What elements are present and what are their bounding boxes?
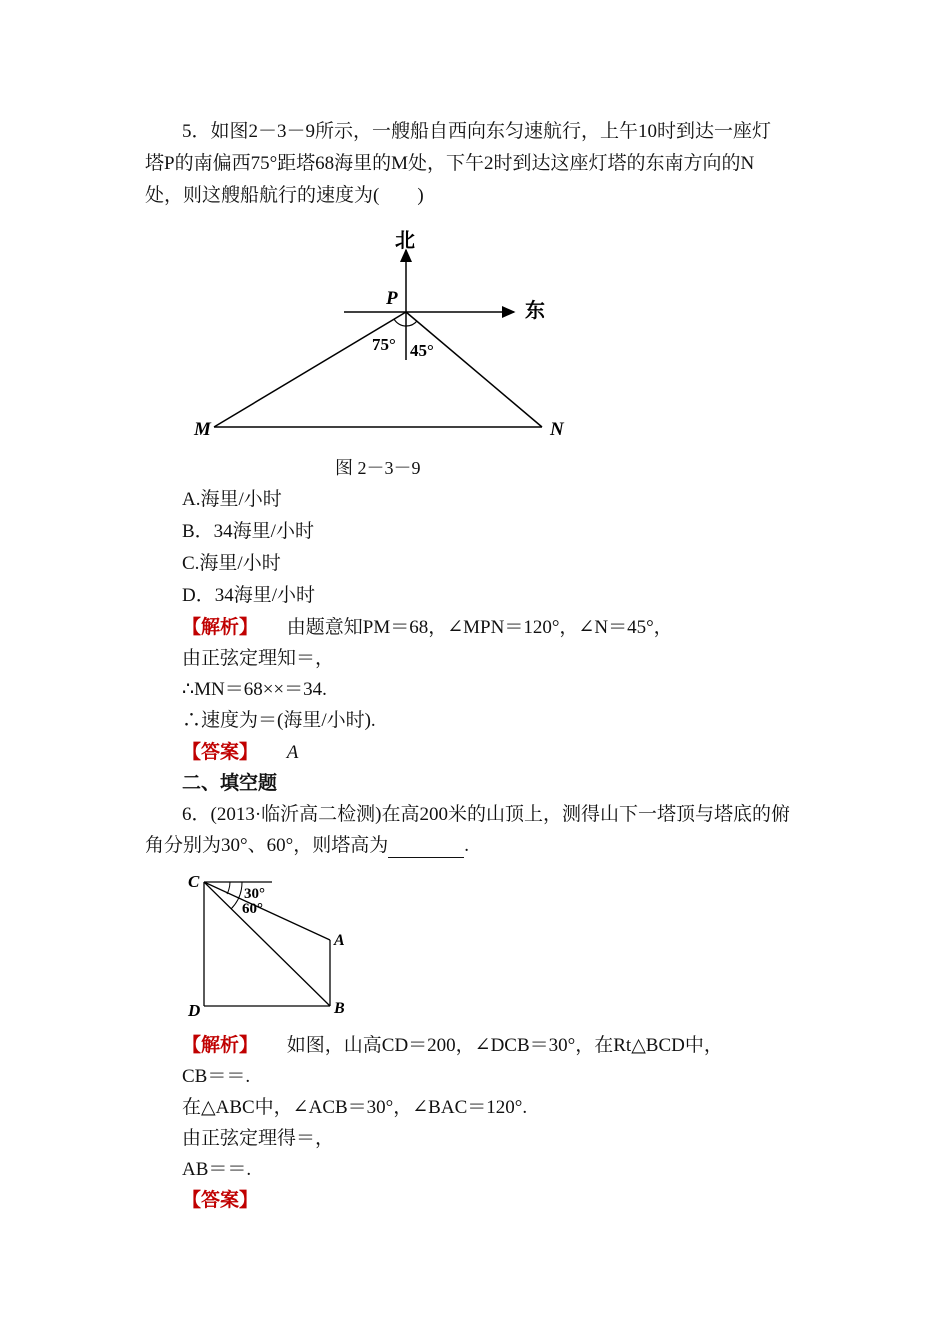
segment-cb xyxy=(204,882,330,1006)
angle-75-label: 75° xyxy=(372,335,396,354)
point-b-label: B xyxy=(334,1000,345,1017)
point-p-label: P xyxy=(386,288,398,309)
analysis-line: AB＝＝. xyxy=(182,1159,252,1180)
answer-value: A xyxy=(286,742,299,763)
angle-30-label: 30° xyxy=(244,886,265,902)
analysis-tag: 【解析】 xyxy=(182,1035,259,1056)
segment-pm xyxy=(214,312,406,427)
q6-line-2-text: 角分别为30°、60°，则塔高为 xyxy=(145,835,389,856)
q6-line-1: 6．(2013·临沂高二检测)在高200米的山顶上，测得山下一塔顶与塔底的俯 xyxy=(182,804,790,825)
q5-analysis-row xyxy=(182,616,673,640)
angle-60-label: 60° xyxy=(242,901,263,917)
q5-line-1: 5．如图2－3－9所示，一艘船自西向东匀速航行，上午10时到达一座灯 xyxy=(182,121,772,142)
point-a-label: A xyxy=(334,932,345,949)
q6-line-2 xyxy=(145,834,469,858)
angle-arc-75 xyxy=(394,319,406,326)
analysis-line: 由正弦定理得＝， xyxy=(182,1128,335,1149)
angle-arc-45 xyxy=(406,321,417,326)
answer-blank xyxy=(388,839,464,858)
q6-analysis-row xyxy=(182,1034,723,1058)
q5-figure xyxy=(180,222,600,448)
q5-line-3: 处，则这艘船航行的速度为( ) xyxy=(145,185,424,206)
analysis-line: 由题意知PM＝68，∠MPN＝120°，∠N＝45°， xyxy=(286,617,673,638)
figure-caption: 图 2－3－9 xyxy=(335,458,421,478)
segment-ca xyxy=(204,882,330,940)
point-n-label: N xyxy=(550,419,564,440)
option-b: B．34海里/小时 xyxy=(182,521,314,542)
option-a: A.海里/小时 xyxy=(182,489,282,510)
analysis-line: ∴MN＝68××＝34. xyxy=(182,679,327,700)
answer-tag: 【答案】 xyxy=(182,1190,259,1211)
analysis-line: 由正弦定理知＝， xyxy=(182,648,335,669)
section-heading: 二、填空题 xyxy=(182,773,278,794)
q5-answer-row xyxy=(182,741,298,765)
option-d: D．34海里/小时 xyxy=(182,585,316,606)
analysis-line: ∴速度为＝(海里/小时). xyxy=(182,710,376,731)
segment-pn xyxy=(406,312,542,427)
q6-figure xyxy=(180,868,360,1023)
analysis-line: CB＝＝. xyxy=(182,1066,251,1087)
point-c-label: C xyxy=(188,872,200,891)
analysis-tag: 【解析】 xyxy=(182,617,259,638)
point-m-label: M xyxy=(194,419,211,440)
analysis-line: 在△ABC中，∠ACB＝30°，∠BAC＝120°. xyxy=(182,1097,528,1118)
angle-45-label: 45° xyxy=(410,341,434,360)
q5-line-2: 塔P的南偏西75°距塔68海里的M处，下午2时到达这座灯塔的东南方向的N xyxy=(145,153,755,174)
answer-tag: 【答案】 xyxy=(182,742,259,763)
east-label: 东 xyxy=(525,300,545,322)
north-label: 北 xyxy=(395,230,415,252)
analysis-line: 如图，山高CD＝200，∠DCB＝30°，在Rt△BCD中， xyxy=(286,1035,723,1056)
option-c: C.海里/小时 xyxy=(182,553,281,574)
q6-line-2-end: . xyxy=(464,835,469,856)
angle-arc-30 xyxy=(227,882,230,894)
point-d-label: D xyxy=(188,1001,201,1020)
